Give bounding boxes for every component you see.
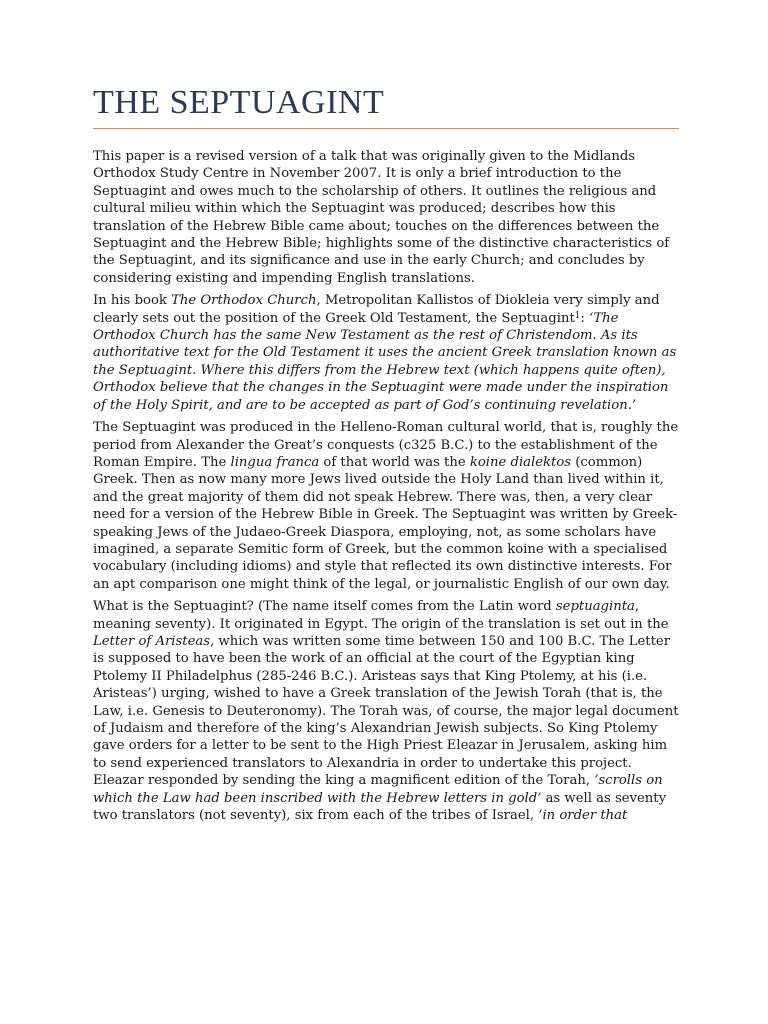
- book-title: The Orthodox Church: [171, 293, 317, 309]
- document-title: THE SEPTUAGINT: [93, 84, 385, 121]
- kallistos-quote: ‘The Orthodox Church has the same New Testament as the rest of Christendom. As its authoritative text for the Old Testament it uses the ancient Greek translation known as the Septuagint. Where this differs from the Hebrew text (which happens quite often), Orthodox believe that the changes in the Septuagint were made under the inspiration of the Holy Spirit, and are to be accepted as part of God’s continuing revelation.’: [93, 310, 677, 413]
- document-body: [93, 148, 683, 829]
- paragraph-intro: This paper is a revised version of a talk that was originally given to the Midlands Orthodox Study Centre in November 2007. It is only a brief introduction to the Septuagint and owes much to the scholarship of others. It outlines the religious and cultural milieu within which the Septuagint was produced; describes how this translation of the Hebrew Bible came about; touches on the differences between the Septuagint and the Hebrew Bible; highlights some of the distinctive characteristics of the Septuagint, and its significance and use in the early Church; and concludes by considering existing and impending English translations.: [93, 149, 670, 286]
- paragraph-kallistos: In his book The Orthodox Church, Metropolitan Kallistos of Diokleia very simply and clearly sets out the position of the Greek Old Testament, the Septuagint$^1$: ‘The Orthodox Church has the same New Testament as the rest of Christendom. As its authoritative text for the Old Testament it uses the ancient Greek translation known as the Septuagint. Where this differs from the Hebrew text (which happens quite often), Orthodox believe that the changes in the Septuagint were made under the inspiration of the Holy Spirit, and are to be accepted as part of God’s continuing revelation.’: [93, 293, 677, 413]
- footnote-ref[interactable]: 1: [574, 310, 581, 321]
- title-underline: [93, 128, 679, 129]
- paragraph-origin: What is the Septuagint? (The name itself comes from the Latin word septuaginta, meaning seventy). It originated in Egypt. The origin of the translation is set out in the Letter of Aristeas, which was written some time between 150 and 100 B.C. The Letter is supposed to have been the work of an official at the court of the Egyptian king Ptolemy II Philadelphus (285-246 B.C.). Aristeas says that King Ptolemy, at his (i.e. Aristeas’) urging, wished to have a Greek translation of the Jewish Torah (that is, the Law, i.e. Genesis to Deuteronomy). The Torah was, of course, the major legal document of Judaism and therefore of the king’s Alexandrian Jewish subjects. So King Ptolemy gave orders for a letter to be sent to the High Priest Eleazar in Jerusalem, asking him to send experienced translators to Alexandria in order to undertake this project. Eleazar responded by sending the king a magnificent edition of the Torah, ‘scrolls on which the Law had been inscribed with the Hebrew letters in gold’ as well as seventy two translators (not seventy), six from each of the tribes of Israel, ‘in order that: [93, 599, 679, 824]
- paragraph-context: The Septuagint was produced in the Helleno-Roman cultural world, that is, roughly the period from Alexander the Great’s conquests (c325 B.C.) to the establishment of the Roman Empire. The lingua franca of that world was the koine dialektos (common) Greek. Then as now many more Jews lived outside the Holy Land than lived within it, and the great majority of them did not speak Hebrew. There was, then, a very clear need for a version of the Hebrew Bible in Greek. The Septuagint was written by Greek-speaking Jews of the Judaeo-Greek Diaspora, employing, not, as some scholars have imagined, a separate Semitic form of Greek, but the common koine with a specialised vocabulary (including idioms) and style that reflected its own distinctive interests. For an apt comparison one might think of the legal, or journalistic English of our own day.: [93, 420, 679, 592]
